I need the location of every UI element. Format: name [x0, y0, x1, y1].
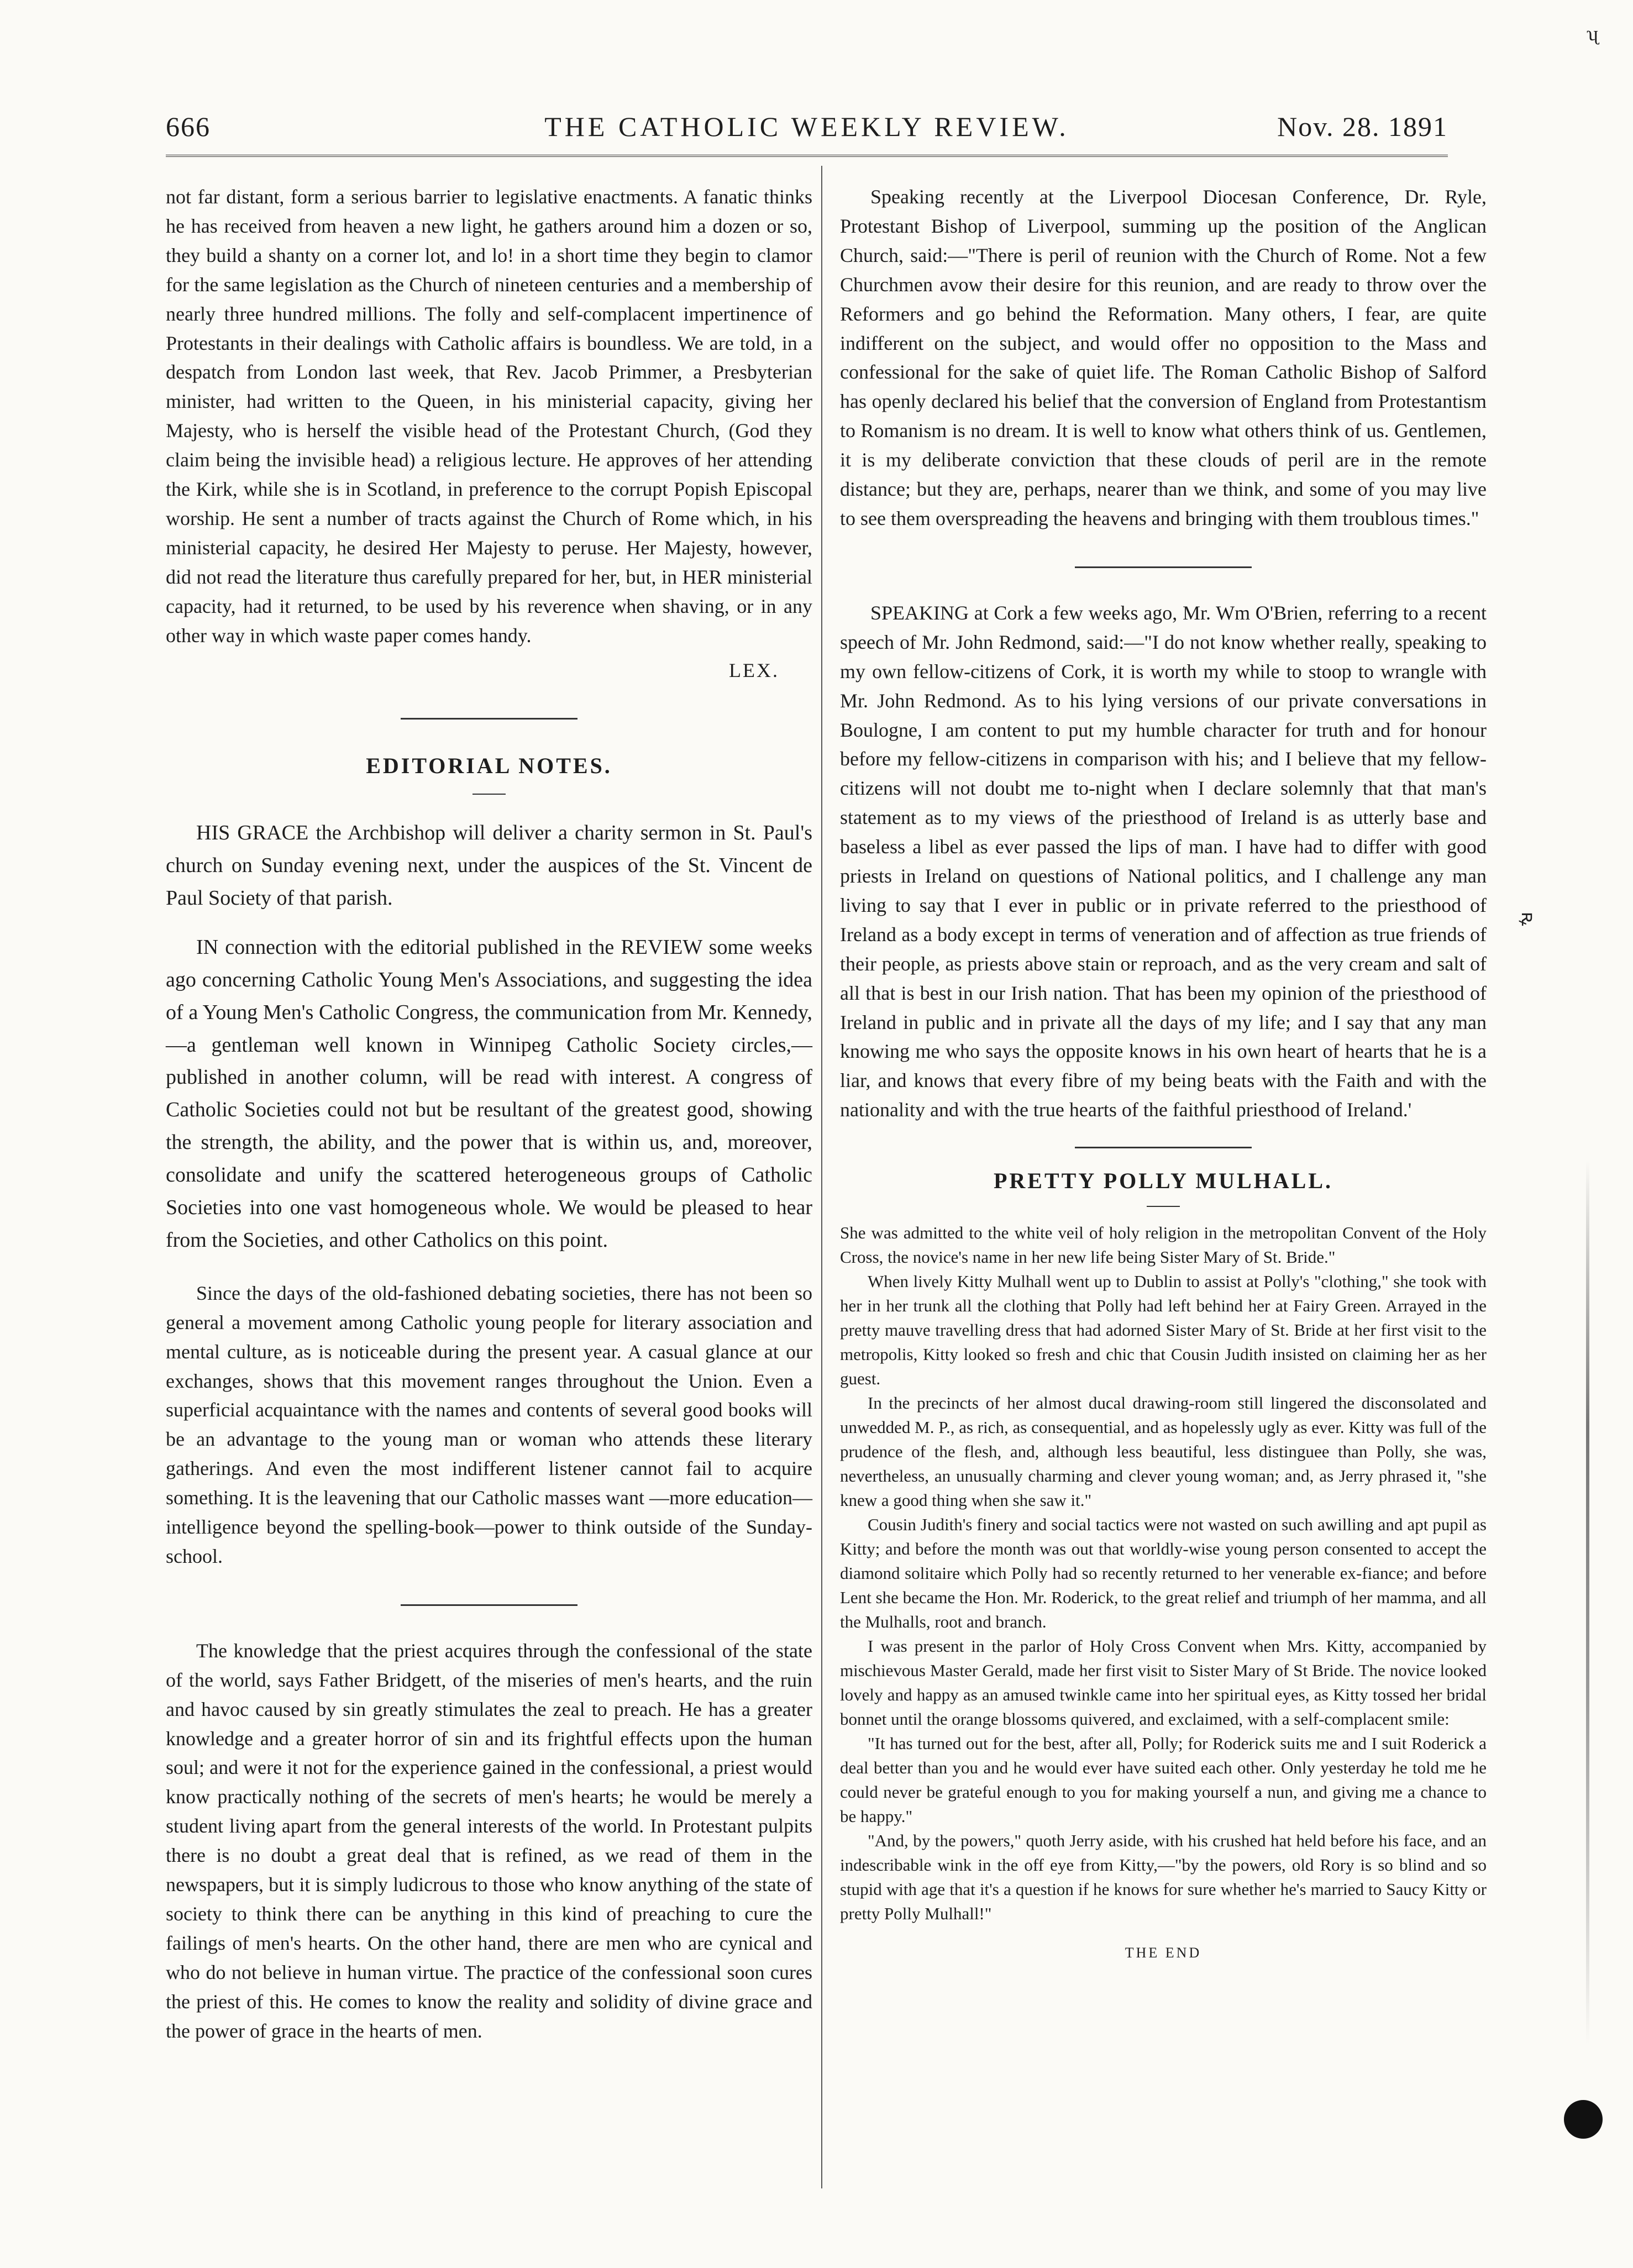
page-edge-shadow — [1586, 1161, 1589, 2045]
lex-article-paragraph: not far distant, form a serious barrier to legislative enactments. A fanatic thinks he has received from heaven a new light, he gathers around him a dozen or so, they build a shanty on a corner lot, and lo! in a short time they begin to clamor for the same legislation as the Church of nineteen centuries and a membership of nearly three hundred millions. The folly and self-complacent impertinence of Protestants in their dealings with Catholic affairs is boundless. We are told, in a despatch from London last week, that Rev. Jacob Primmer, a Presbyterian minister, had written to the Queen, in his ministerial capacity, giving her Majesty, who is herself the visible head of the Protestant Church, (God they claim being the invisible head) a religious lecture. He approves of her attending the Kirk, while she is in Scotland, in preference to the corrupt Popish Episcopal worship. He sent a number of tracts against the Church of Rome which, in his ministerial capacity, he desired Her Majesty to peruse. Her Majesty, however, did not read the literature thus carefully prepared for her, but, in HER ministerial capacity, had it returned, to be used by his reverence when shaving, or in any other way in which waste paper comes handy. — [166, 186, 812, 647]
column-divider — [821, 166, 822, 2188]
publication-title: THE CATHOLIC WEEKLY REVIEW. — [544, 111, 1069, 142]
ink-blot — [1564, 2100, 1603, 2139]
lead-words: IN — [196, 935, 219, 959]
story-paragraph: "And, by the powers," quoth Jerry aside, with his crushed hat held before his face, and an indescribable wink in the off eye from Kitty,—"by the powers, old Rory is so blind and so stupid with age that it's a question if he knows for sure whether he's married to Saucy Kitty or pretty Polly Mulhall!" — [840, 1831, 1487, 1924]
section-separator — [1075, 566, 1252, 568]
story-paragraph: When lively Kitty Mulhall went up to Dublin to assist at Polly's "clothing," she took with her in her trunk all the clothing that Polly had left behind her at Fairy Green. Arrayed in the pretty mauve travelling dress that had adorned Sister Mary of St. Bride at her first visit to the metropolis, Kitty looked so fresh and chic that Cousin Judith insisted on claiming her as her guest. — [840, 1272, 1487, 1389]
cork-paragraph — [840, 599, 1487, 1125]
section-separator — [1075, 1147, 1252, 1148]
editorial-note-paragraph — [166, 817, 812, 915]
issue-date: Nov. 28. 1891 — [1277, 111, 1448, 142]
page-header — [166, 111, 1448, 149]
note-text: the Archbishop will deliver a charity sermon in St. Paul's church on Sunday evening next, under the auspices of the St. Vincent de Paul Society of that parish. — [166, 821, 812, 910]
corner-mark: ʯ — [1586, 23, 1599, 45]
story-paragraph: Cousin Judith's finery and social tactics were not wasted on such awilling and apt pupil as Kitty; and before the month was out that worldly-wise young person consented to accept the diamond solitaire which Polly had so recently returned to her venerable ex-fiance; and before Lent she became the Hon. Mr. Roderick, to the great relief and triumph of her mamma, and all the Mulhalls, root and branch. — [840, 1515, 1487, 1632]
header-rule — [166, 155, 1448, 157]
editorial-notes-heading: EDITORIAL NOTES. — [366, 753, 612, 779]
story-body — [840, 1221, 1487, 1926]
story-paragraph: In the precincts of her almost ducal drawing-room still lingered the disconsolated and unwedded M. P., as rich, as consequential, and as hopelessly ugly as ever. Kitty was full of the prudence of the flesh, and, although less beautiful, less distinguee than Polly, she was, nevertheless, an unusually charming and clever young woman; and, as Jerry phrased it, "she knew a good thing when she saw it." — [840, 1393, 1487, 1510]
story-paragraph: "It has turned out for the best, after all, Polly; for Roderick suits me and I suit Roderick a deal better than you and he would ever have suited each other. Only yesterday he told me he could never be grateful enough to you for making yourself a nun, and giving me a chance to be happy." — [840, 1734, 1487, 1826]
note-text: at Cork a few weeks ago, Mr. Wm O'Brien, referring to a recent speech of Mr. John Redmond, said:—"I do not know whether really, speaking to my own fellow-citizens of Cork, it is worth my while to stoop to wrangle with Mr. John Redmond. As to his lying versions of our private conversations in Boulogne, I am content to put my humble character for truth and for honour before my fellow-citizens in comparison with his; and I believe that my fellow-citizens will not doubt me to-night when I declare solemnly that that man's statement as to my views of the priesthood of Ireland is as utterly base and baseless a libel as ever passed the lips of man. I have had to differ with good priests in Ireland on questions of National politics, and I challenge any man living to say that I ever in public or in private referred to the priesthood of Ireland as a body except in terms of veneration and of affection as true friends of their people, as priests above stain or reproach, and as the very cream and salt of all that is best in our Irish nation. That has been my opinion of the priesthood of Ireland in public and in private all the days of my life; and I say that any man knowing me who says the opposite knows in his own heart of hearts that he is a liar, and knows that every fibre of my being beats with the Faith and with the nationality and with the true hearts of the faithful priesthood of Ireland.' — [840, 601, 1487, 1121]
signature: LEX. — [729, 659, 779, 681]
right-column — [840, 182, 1487, 1964]
lead-words: HIS GRACE — [196, 821, 309, 845]
section-separator — [401, 1604, 577, 1606]
section-separator — [401, 718, 577, 720]
story-paragraph: She was admitted to the white veil of holy religion in the metropolitan Convent of the Holy Cross, the novice's name in her new life being Sister Mary of St. Bride." — [840, 1222, 1487, 1267]
note-text: connection with the editorial published in the REVIEW some weeks ago concerning Catholic Young Men's Associations, and suggesting the idea of a Young Men's Catholic Congress, the communication from Mr. Kennedy,—a gentleman well known in Winnipeg Catholic Society circles,—published in another column, will be read with interest. A congress of Catholic Societies could not but be resultant of the greatest good, showing the strength, the ability, and the power that is within us, and, moreover, consolidate and unify the scattered heterogeneous groups of Catholic Societies into one vast homogeneous whole. We would be pleased to hear from the Societies, and other Catholics on this point. — [166, 935, 812, 1252]
heading-dash — [472, 794, 506, 795]
heading-dash — [1147, 1206, 1180, 1207]
editorial-note-paragraph: The knowledge that the priest acquires through the confessional of the state of the world, says Father Bridgett, of the miseries of men's hearts, and the ruin and havoc caused by sin greatly stimulates the zeal to preach. He has a greater knowledge and a greater horror of sin and its frightful effects upon the human soul; and were it not for the experience gained in the confessional, a priest would know practically nothing of the secrets of men's hearts; he would be merely a student living apart from the general interests of the world. In Protestant pulpits there is no doubt a great deal that is refined, as we read of them in the newspapers, but it is simply ludicrous to those who know anything of the state of society to think there can be anything in this kind of preaching to cure the failings of men's hearts. On the other hand, there are men who are cynical and who do not believe in human virtue. The practice of the confessional soon cures the priest of this. He comes to know the reality and solidity of divine grace and the power of grace in the hearts of men. — [166, 1639, 812, 2042]
page-number: 666 — [166, 111, 211, 142]
lead-words: SPEAKING — [870, 601, 969, 624]
story-paragraph: I was present in the parlor of Holy Cross Convent when Mrs. Kitty, accompanied by mischievous Master Gerald, made her first visit to Sister Mary of St Bride. The novice looked lovely and happy as an amused twinkle came into her spiritual eyes, as Kitty tossed her bridal bonnet until the orange blossoms quivered, and exclaimed, with a self-complacent smile: — [840, 1636, 1487, 1729]
editorial-note-paragraph: Since the days of the old-fashioned debating societies, there has not been so general a movement among Catholic young people for literary association and mental culture, as is noticeable during the present year. A casual glance at our exchanges, shows that this movement ranges throughout the Union. Even a superficial acquaintance with the names and contents of several good books will be an advantage to the young man or woman who attends these literary gatherings. And even the most indifferent listener cannot fail to acquire something. It is the leavening that our Catholic masses want —more education—intelligence beyond the spelling-book—power to think outside of the Sunday-school. — [166, 1282, 812, 1567]
story-heading: PRETTY POLLY MULHALL. — [993, 1168, 1333, 1194]
editorial-note-paragraph — [166, 931, 812, 1257]
liverpool-paragraph: Speaking recently at the Liverpool Diocesan Conference, Dr. Ryle, Protestant Bishop of Liverpool, summing up the position of the Anglican Church, said:—"There is peril of reunion with the Church of Rome. Not a few Churchmen avow their desire for this reunion, and are ready to throw over the Reformers and go behind the Reformation. Many others, I fear, are quite indifferent on the subject, and would offer no opposition to the Mass and confessional for the sake of quiet life. The Roman Catholic Bishop of Salford has openly declared his belief that the conversion of England from Protestantism to Romanism is no dream. It is well to know what others think of us. Gentlemen, it is my deliberate conviction that these clouds of peril are in the remote distance; but they are, perhaps, nearer than we think, and some of you may live to see them overspreading the heavens and bringing with them troublous times." — [840, 186, 1487, 529]
margin-mark: ꝶ — [1518, 912, 1538, 926]
left-column — [166, 182, 812, 2046]
the-end: THE END — [1125, 1945, 1202, 1961]
